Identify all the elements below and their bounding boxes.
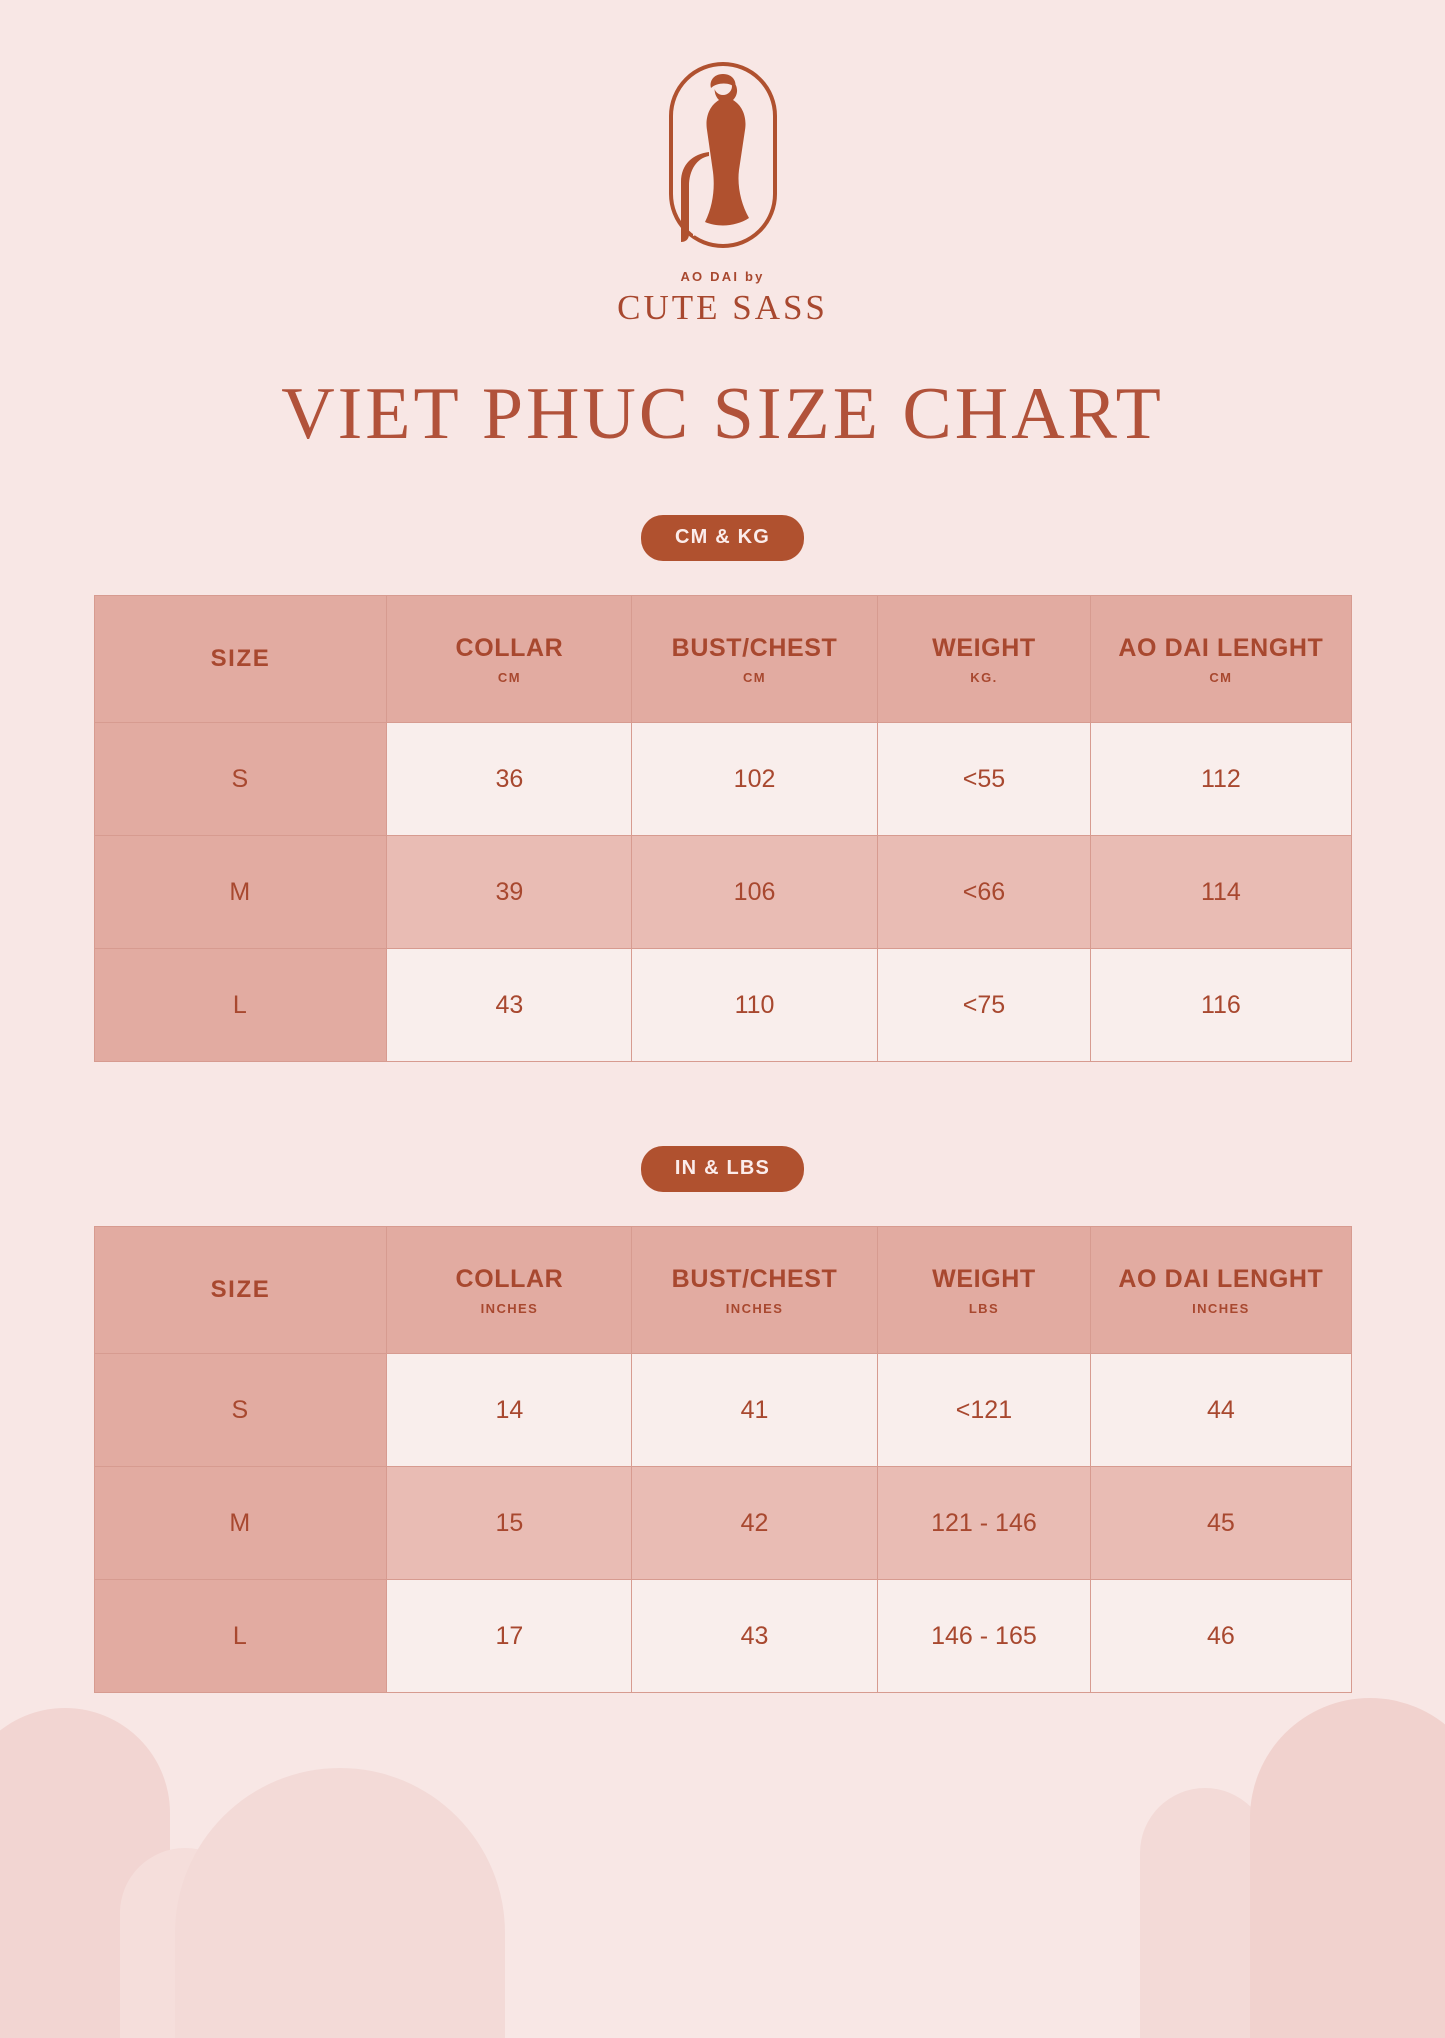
cell-weight: <66 bbox=[877, 836, 1091, 949]
cell-size: S bbox=[94, 1354, 387, 1467]
cell-bust: 106 bbox=[632, 836, 877, 949]
ao-dai-woman-logo-icon bbox=[663, 60, 783, 250]
column-header-bust-chest: BUST/CHEST INCHES bbox=[632, 1227, 877, 1354]
cell-collar: 15 bbox=[387, 1467, 632, 1580]
unit-badge-cm-kg-row bbox=[0, 515, 1445, 561]
size-table-in-lbs-wrapper bbox=[94, 1226, 1352, 1693]
table-row bbox=[94, 836, 1351, 949]
cell-collar: 36 bbox=[387, 723, 632, 836]
cell-weight: 121 - 146 bbox=[877, 1467, 1091, 1580]
table-row bbox=[94, 723, 1351, 836]
cell-weight: 146 - 165 bbox=[877, 1580, 1091, 1693]
column-header-bust-chest: BUST/CHEST CM bbox=[632, 596, 877, 723]
cell-collar: 14 bbox=[387, 1354, 632, 1467]
column-header-weight: WEIGHT KG. bbox=[877, 596, 1091, 723]
unit-badge-cm-kg: CM & KG bbox=[641, 515, 804, 561]
cell-bust: 110 bbox=[632, 949, 877, 1062]
cell-size: L bbox=[94, 949, 387, 1062]
table-row bbox=[94, 1354, 1351, 1467]
cell-length: 114 bbox=[1091, 836, 1351, 949]
column-header-collar: COLLAR CM bbox=[387, 596, 632, 723]
size-table-cm-kg-wrapper bbox=[94, 595, 1352, 1062]
cell-length: 44 bbox=[1091, 1354, 1351, 1467]
size-table-cm-kg bbox=[94, 595, 1352, 1062]
unit-badge-in-lbs: IN & LBS bbox=[641, 1146, 804, 1192]
cell-weight: <55 bbox=[877, 723, 1091, 836]
brand-logo-block bbox=[0, 0, 1445, 328]
cell-collar: 43 bbox=[387, 949, 632, 1062]
table-header-row bbox=[94, 596, 1351, 723]
cell-length: 116 bbox=[1091, 949, 1351, 1062]
table-row bbox=[94, 1580, 1351, 1693]
brand-name: CUTE SASS bbox=[617, 288, 828, 327]
cell-length: 45 bbox=[1091, 1467, 1351, 1580]
cell-bust: 43 bbox=[632, 1580, 877, 1693]
cell-size: L bbox=[94, 1580, 387, 1693]
cell-weight: <121 bbox=[877, 1354, 1091, 1467]
column-header-size: SIZE bbox=[94, 596, 387, 723]
cell-bust: 42 bbox=[632, 1467, 877, 1580]
brand-tagline: AO DAI by bbox=[680, 269, 765, 284]
cell-collar: 17 bbox=[387, 1580, 632, 1693]
column-header-size: SIZE bbox=[94, 1227, 387, 1354]
column-header-ao-dai-lenght: AO DAI LENGHT CM bbox=[1091, 596, 1351, 723]
table-row bbox=[94, 949, 1351, 1062]
table-row bbox=[94, 1467, 1351, 1580]
size-table-in-lbs bbox=[94, 1226, 1352, 1693]
cell-bust: 102 bbox=[632, 723, 877, 836]
page-title: VIET PHUC SIZE CHART bbox=[281, 373, 1164, 455]
cell-size: M bbox=[94, 836, 387, 949]
unit-badge-in-lbs-row bbox=[0, 1146, 1445, 1192]
column-header-collar: COLLAR INCHES bbox=[387, 1227, 632, 1354]
cell-weight: <75 bbox=[877, 949, 1091, 1062]
cell-size: S bbox=[94, 723, 387, 836]
cell-collar: 39 bbox=[387, 836, 632, 949]
cell-length: 112 bbox=[1091, 723, 1351, 836]
table-header-row bbox=[94, 1227, 1351, 1354]
cell-size: M bbox=[94, 1467, 387, 1580]
column-header-weight: WEIGHT LBS bbox=[877, 1227, 1091, 1354]
column-header-ao-dai-lenght: AO DAI LENGHT INCHES bbox=[1091, 1227, 1351, 1354]
cell-bust: 41 bbox=[632, 1354, 877, 1467]
cell-length: 46 bbox=[1091, 1580, 1351, 1693]
